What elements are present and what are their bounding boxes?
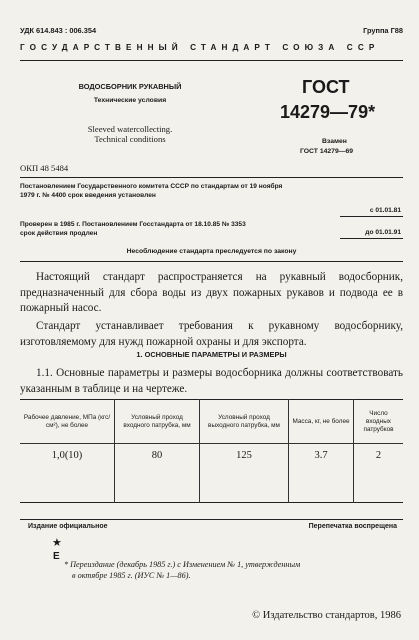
header-working-pressure: Рабочее давление, МПа (кгс/см²), не более <box>23 413 111 429</box>
letter-mark: Е <box>53 551 60 562</box>
replaces-value: ГОСТ 14279—69 <box>300 148 354 155</box>
cell-inlet-count: 2 <box>354 444 404 503</box>
violation-notice: Несоблюдение стандарта преследуется по закону <box>126 248 297 255</box>
replaces-label: Взамен <box>322 138 347 145</box>
intro-date-underline <box>340 216 403 217</box>
section-title: 1. ОСНОВНЫЕ ПАРАМЕТРЫ И РАЗМЕРЫ <box>136 350 287 359</box>
checked-text <box>20 221 403 238</box>
extended-date-underline <box>340 238 403 239</box>
reissue-line1: * Переиздание (декабрь 1985 г.) с Изменением № 1, утвержденным <box>64 560 301 569</box>
decree-line1: Постановлением Государственного комитета СССР по стандартам от 19 ноября <box>20 183 283 190</box>
header-inlet-bore: Условный проход входного патрубка, мм <box>115 400 200 444</box>
gost-label: ГОСТ <box>302 77 350 97</box>
group-code: Группа Г88 <box>363 26 403 35</box>
header-outlet-bore: Условный проход выходного патрубка, мм <box>200 400 289 444</box>
decree-line2: 1979 г. № 4400 срок введения установлен <box>20 191 156 199</box>
english-title-line1: Sleeved watercollecting. <box>87 124 173 134</box>
extended-date: до 01.01.91 <box>365 229 401 236</box>
okp-rule <box>20 177 403 178</box>
official-edition: Издание официальное <box>28 523 108 530</box>
okp-code: ОКП 48 5484 <box>20 163 69 173</box>
header-mass: Масса, кг, не более <box>289 400 354 444</box>
decree-text <box>20 183 403 200</box>
copyright: © Издательство стандартов, 1986 <box>252 610 401 621</box>
cell-inlet-bore: 80 <box>115 444 200 503</box>
doc-subtitle: Технические условия <box>93 97 167 104</box>
state-standard-banner: ГОСУДАРСТВЕННЫЙ СТАНДАРТ СОЮЗА ССР <box>20 43 380 52</box>
cell-outlet-bore: 125 <box>200 444 289 503</box>
intro-paragraph: Настоящий стандарт распространяется на рукавный водосборник, предназначенный для сбора воды из двух пожарных рукавов и подвода ее в пожарный насос. <box>20 271 403 314</box>
reissue-note <box>64 560 300 581</box>
footer-rule <box>20 519 403 520</box>
udk-code: УДК 614.843 : 006.354 <box>20 26 97 35</box>
checked-line2: срок действия продлен <box>20 229 98 237</box>
reprint-prohibited: Перепечатка воспрещена <box>308 523 397 530</box>
decree-rule <box>20 261 403 262</box>
scope-paragraph: Стандарт устанавливает требования к рукавному водосборнику, изготовляемому для нужд пожарной охраны и для экспорта. <box>20 320 403 348</box>
checked-line1: Проверен в 1985 г. Постановлением Госстандарта от 18.10.85 № 3353 <box>20 221 246 228</box>
parameters-table <box>20 399 403 503</box>
header-inlet-count: Число входных патрубков <box>354 400 404 444</box>
english-title-line2: Technical conditions <box>94 134 166 144</box>
clause-1-1: 1.1. Основные параметры и размеры водосборника должны соответствовать указанным в таблице и на чертеже. <box>20 367 403 395</box>
star-icon: ★ <box>52 537 62 549</box>
cell-working-pressure: 1,0(10) <box>51 450 83 461</box>
reissue-line2: в октябре 1985 г. (ИУС № 1—86). <box>72 570 191 580</box>
cell-mass: 3.7 <box>289 444 354 503</box>
doc-title: ВОДОСБОРНИК РУКАВНЫЙ <box>78 82 182 91</box>
intro-date: с 01.01.81 <box>369 207 401 214</box>
table-header-row <box>20 400 403 444</box>
table-row <box>20 444 403 503</box>
english-title <box>60 124 200 144</box>
header-rule <box>20 60 403 61</box>
gost-number: 14279—79* <box>280 102 376 122</box>
